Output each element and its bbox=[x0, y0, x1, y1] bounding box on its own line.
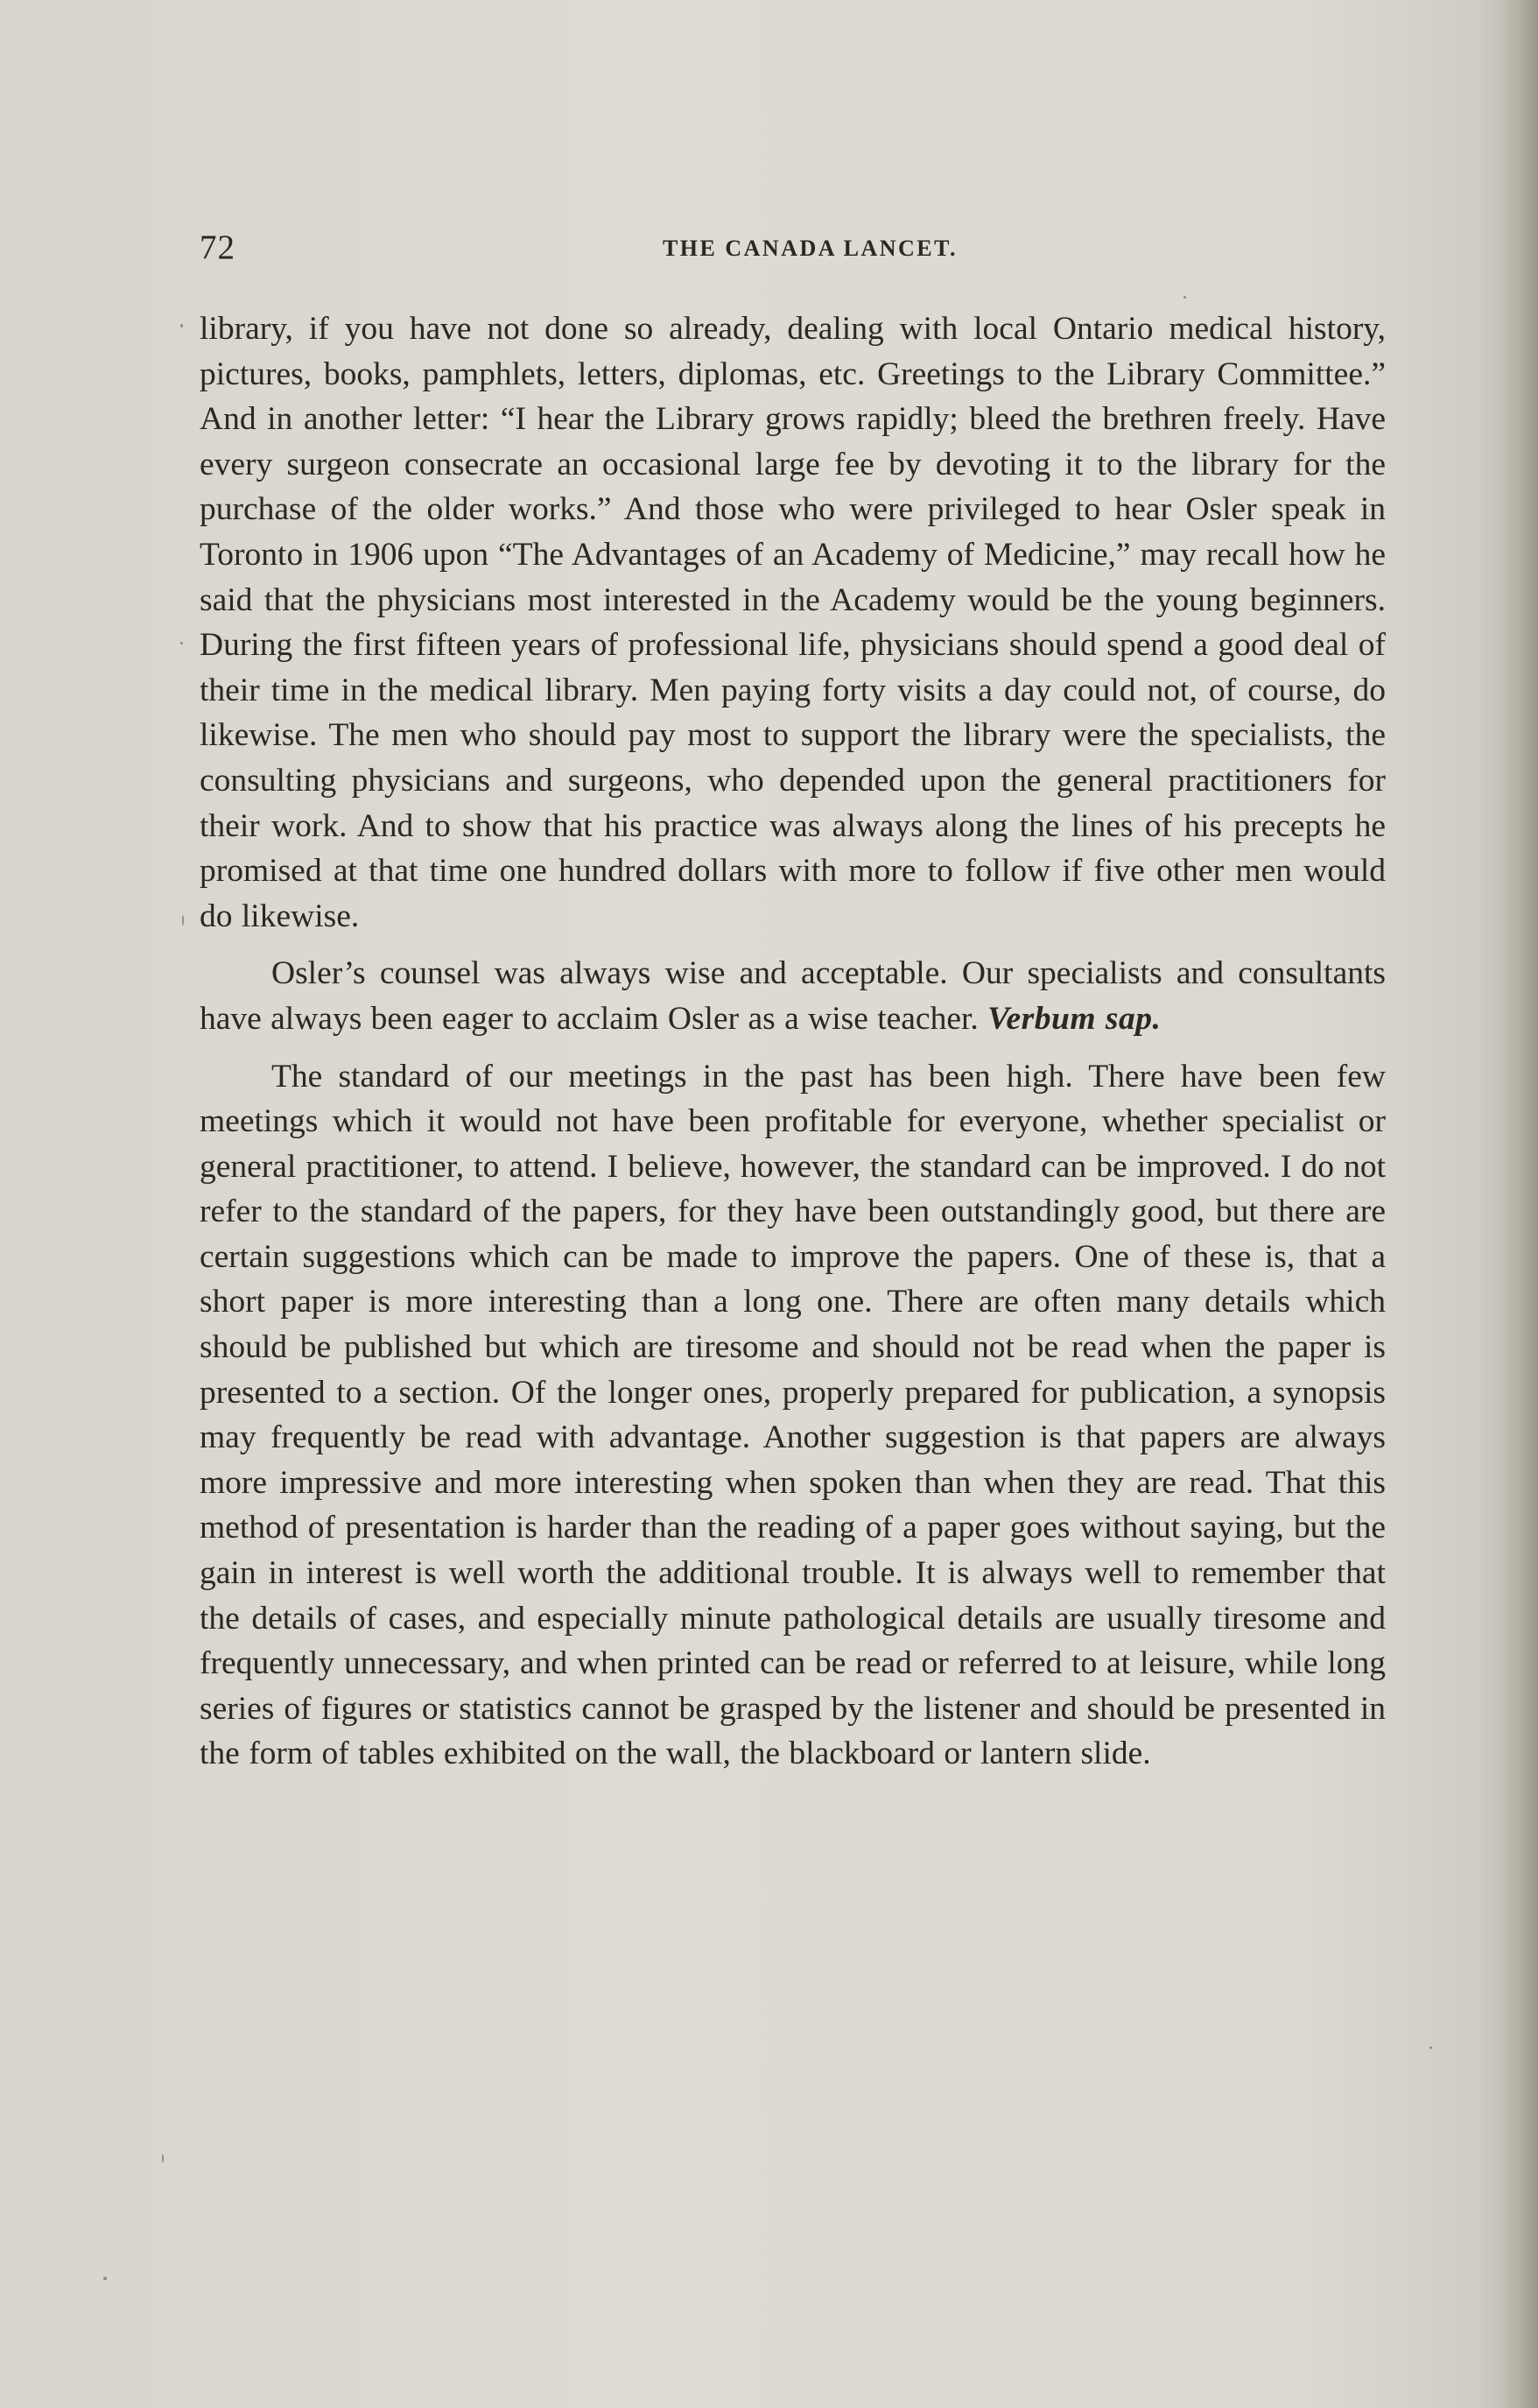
paragraph-3: The standard of our meetings in the past has been high. There have been few meetings which it would not have been profitable for everyone, whether specialist or general practitioner, to attend. I believe, however, the standard can be improved. I do not refer to the standard of the papers, for they have been outstandingly good, but there are certain suggestions which can be made to improve the papers. One of these is, that a short paper is more interesting than a long one. There are often many details which should be published but which are tiresome and should not be read when the paper is presented to a section. Of the longer ones, properly prepared for publication, a synopsis may frequently be read with advantage. Another suggestion is that papers are always more impressive and more interesting when spoken than when they are read. That this method of presentation is harder than the reading of a paper goes without saying, but the gain in interest is well worth the additional trouble. It is always well to remember that the details of cases, and especially minute pathological details are usually tiresome and frequently unnecessary, and when printed can be read or referred to at leisure, while long series of figures or statistics cannot be grasped by the listener and should be presented in the form of tables exhibited on the wall, the blackboard or lantern slide. bbox=[200, 1058, 1386, 1772]
paper-speck bbox=[1429, 2046, 1432, 2049]
page-number: 72 bbox=[200, 229, 235, 266]
paper-speck bbox=[1183, 296, 1186, 299]
paragraph-2 bbox=[200, 951, 1386, 1041]
page-edge-shadow bbox=[1499, 0, 1538, 2408]
paper-speck bbox=[182, 915, 184, 926]
running-head: THE CANADA LANCET. bbox=[662, 236, 959, 261]
body-text bbox=[200, 306, 1386, 1777]
page-header bbox=[200, 226, 1386, 270]
paper-speck bbox=[180, 642, 183, 644]
paper-speck bbox=[180, 324, 183, 327]
paragraph-1: library, if you have not done so already, dealing with local Ontario medical history, pictures, books, pamphlets, letters, diplomas, etc. Greetings to the Library Committee.” And in another letter: “I hear the Library grows rapidly; bleed the brethren freely. Have every surgeon consecrate an occasional large fee by devoting it to the library for the purchase of the older works.” And those who were privileged to hear Osler speak in Toronto in 1906 upon “The Advantages of an Academy of Medicine,” may recall how he said that the physicians most interested in the Academy would be the young beginners. During the first fifteen years of professional life, physicians should spend a good deal of their time in the medical library. Men paying forty visits a day could not, of course, do likewise. The men who should pay most to support the library were the specialists, the consulting physicians and surgeons, who depended upon the general practitioners for their work. And to show that his practice was always along the lines of his precepts he promised at that time one hundred dollars with more to follow if five other men would do likewise. bbox=[200, 311, 1386, 934]
latin-phrase: Verbum sap. bbox=[987, 1000, 1162, 1037]
paper-speck bbox=[103, 2277, 107, 2280]
paper-speck bbox=[162, 2154, 164, 2163]
paragraph-2-text: Osler’s counsel was always wise and acceptable. Our specialists and consultants have always been eager to acclaim Osler as a wise teacher. bbox=[200, 955, 1386, 1037]
